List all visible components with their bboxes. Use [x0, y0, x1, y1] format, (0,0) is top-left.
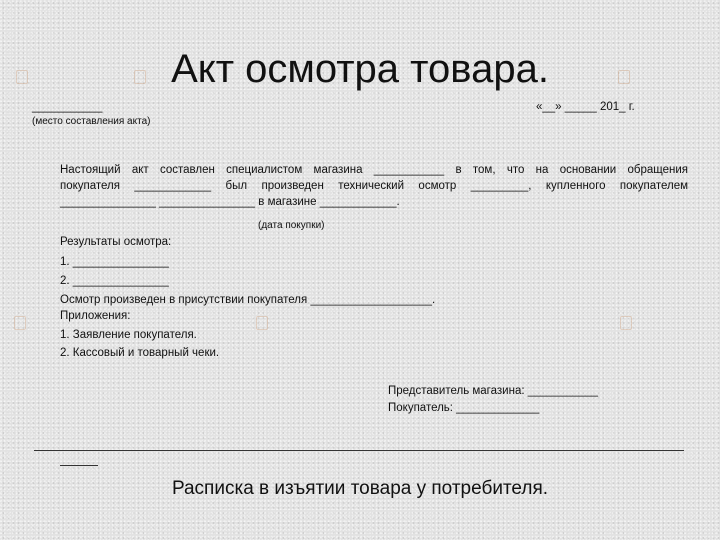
attachment-item-2: 2. Кассовый и товарный чеки.	[60, 347, 220, 359]
attachment-item-1: 1. Заявление покупателя.	[60, 329, 197, 341]
paragraph-line-1: Настоящий акт составлен специалистом магазина ___________ в том, что на основании обращения	[60, 164, 688, 176]
separator-line-short	[60, 465, 98, 466]
decorative-mark	[14, 316, 26, 330]
results-item-1: 1. _______________	[60, 256, 169, 268]
results-item-2: 2. _______________	[60, 275, 169, 287]
presence-line: Осмотр произведен в присутствии покупателя ___________________.	[60, 294, 436, 306]
decorative-mark	[256, 316, 268, 330]
results-heading: Результаты осмотра:	[60, 236, 172, 248]
receipt-title: Расписка в изъятии товара у потребителя.	[171, 478, 549, 499]
decorative-mark	[620, 316, 632, 330]
attachments-heading: Приложения:	[60, 310, 131, 322]
paragraph-line-2: покупателя ____________ был произведен технический осмотр _________, купленного покупателем	[60, 180, 688, 192]
date-line: «__» _____ 201_ г.	[536, 101, 635, 113]
paragraph-line-3: _______________ _______________ в магазине ____________.	[60, 196, 400, 208]
store-representative-signature: Представитель магазина: ___________	[388, 385, 599, 397]
place-caption: (место составления акта)	[32, 116, 151, 127]
purchase-date-caption: (дата покупки)	[258, 220, 325, 231]
buyer-signature: Покупатель: _____________	[388, 402, 540, 414]
separator-line	[34, 450, 684, 451]
intro-paragraph	[60, 162, 688, 210]
document-title: Акт осмотра товара.	[171, 47, 549, 91]
place-blank: ___________	[32, 101, 103, 113]
